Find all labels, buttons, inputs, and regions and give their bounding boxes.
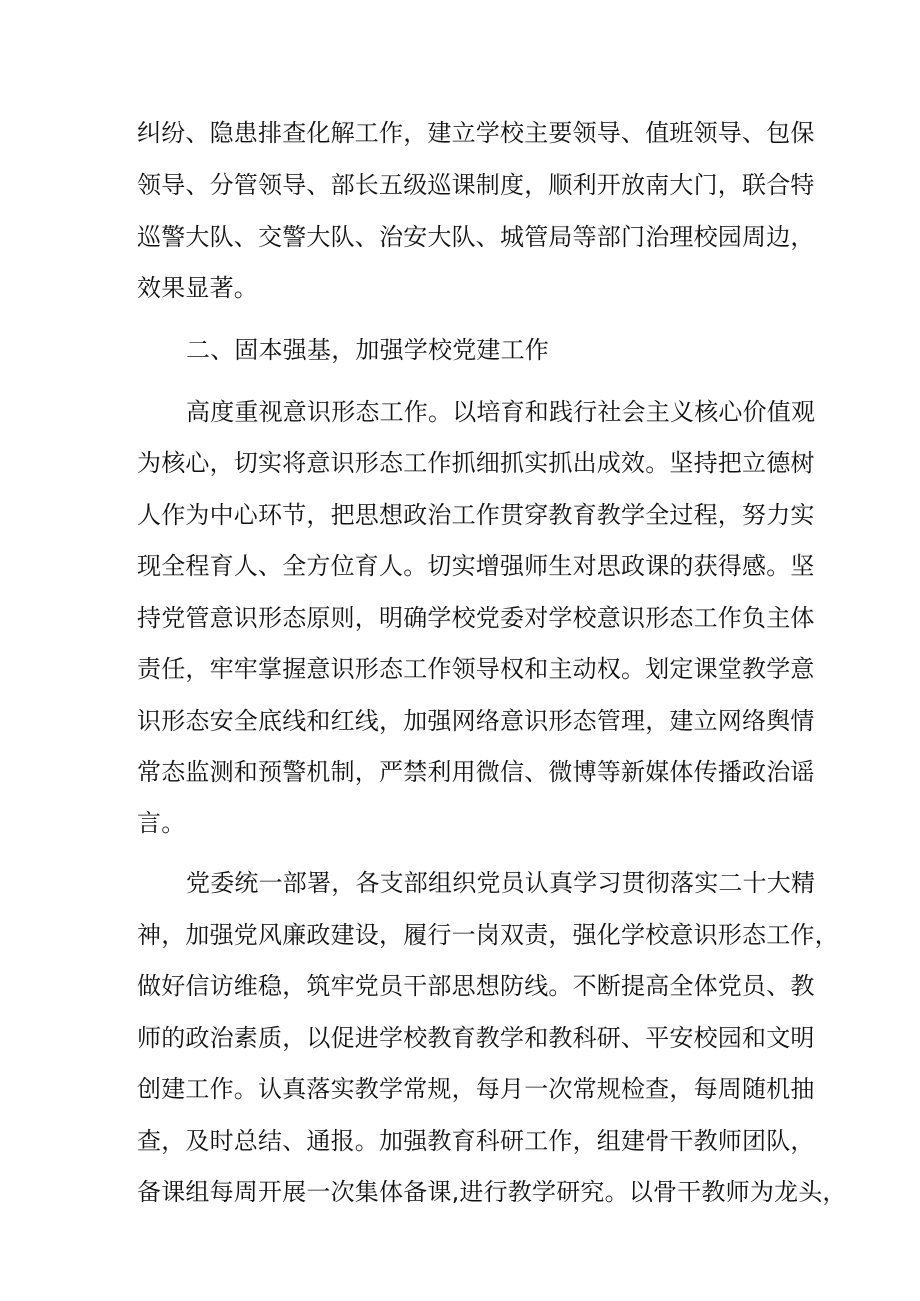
paragraph-line: 言。 (137, 809, 186, 837)
paragraph-line: 党委统一部署，各支部组织党员认真学习贯彻落实二十大精 (186, 869, 816, 897)
paragraph-line: 创建工作。认真落实教学常规，每月一次常规检查，每周随机抽 (137, 1075, 815, 1103)
section-heading: 二、固本强基，加强学校党建工作 (186, 336, 549, 364)
paragraph-line: 师的政治素质，以促进学校教育教学和教科研、平安校园和文明 (137, 1024, 815, 1052)
paragraph-line: 纠纷、隐患排查化解工作，建立学校主要领导、值班领导、包保 (137, 119, 815, 147)
paragraph-line: 神，加强党风廉政建设，履行一岗双责，强化学校意识形态工作， (137, 921, 839, 949)
paragraph-line: 识形态安全底线和红线，加强网络意识形态管理，建立网络舆情 (137, 707, 815, 735)
paragraph-line: 查，及时总结、通报。加强教育科研工作，组建骨干教师团队， (137, 1127, 815, 1155)
paragraph-line: 现全程育人、全方位育人。切实增强师生对思政课的获得感。坚 (137, 552, 815, 580)
paragraph-line: 持党管意识形态原则，明确学校党委对学校意识形态工作负主体 (137, 604, 815, 632)
paragraph-line: 备课组每周开展一次集体备课,进行教学研究。以骨干教师为龙头， (137, 1178, 847, 1206)
paragraph-line: 高度重视意识形态工作。以培育和践行社会主义核心价值观 (186, 398, 816, 426)
paragraph-line: 责任，牢牢掌握意识形态工作领导权和主动权。划定课堂教学意 (137, 655, 815, 683)
paragraph-line: 效果显著。 (137, 274, 258, 302)
paragraph-line: 人作为中心环节，把思想政治工作贯穿教育教学全过程，努力实 (137, 501, 815, 529)
paragraph-line: 巡警大队、交警大队、治安大队、城管局等部门治理校园周边， (137, 223, 815, 251)
paragraph-line: 领导、分管领导、部长五级巡课制度，顺利开放南大门，联合特 (137, 171, 815, 199)
paragraph-line: 做好信访维稳，筑牢党员干部思想防线。不断提高全体党员、教 (137, 972, 815, 1000)
paragraph-line: 为核心，切实将意识形态工作抓细抓实抓出成效。坚持把立德树 (137, 449, 815, 477)
paragraph-line: 常态监测和预警机制，严禁利用微信、微博等新媒体传播政治谣 (137, 758, 815, 786)
